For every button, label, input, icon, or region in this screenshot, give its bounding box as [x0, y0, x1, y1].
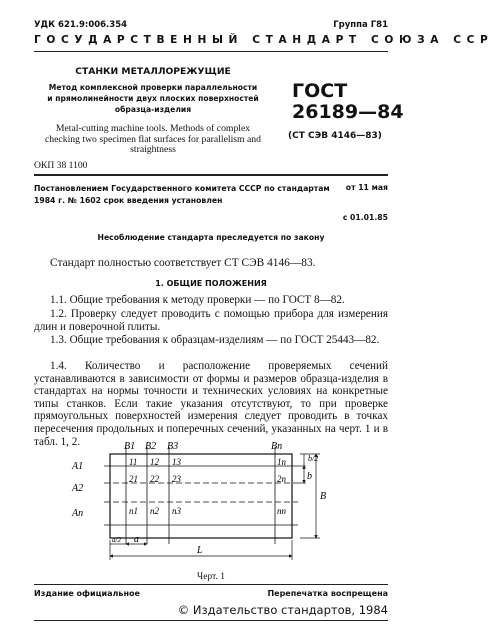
dimension-L: L — [197, 545, 203, 556]
col-label: B2 — [145, 441, 157, 452]
subtitle — [34, 82, 272, 115]
header-rule — [34, 51, 388, 52]
dimension-B: B — [320, 491, 327, 502]
cell-label: 23 — [172, 474, 181, 484]
subtitle-line: Метод комплексной проверки параллельности — [48, 83, 258, 92]
paragraph-1-3: 1.3. Общие требования к образцам-изделиям — по ГОСТ 25443—82. — [50, 334, 380, 346]
cell-label: 11 — [129, 457, 138, 467]
okp-code: ОКП 38 1100 — [34, 160, 88, 171]
english-title-line: checking two specimen flat surfaces for parallelism and — [44, 133, 261, 145]
gost-number: 26189—84 — [292, 101, 404, 123]
measurement-diagram — [0, 438, 419, 568]
english-title-line: straightness — [130, 144, 176, 156]
row-label: A2 — [72, 483, 84, 494]
standard-title: ГОСУДАРСТВЕННЫЙ СТАНДАРТ СОЮЗА ССР — [34, 34, 493, 46]
cell-label: 1n — [277, 457, 286, 467]
cell-label: 2n — [277, 474, 286, 484]
title-rule — [34, 174, 388, 176]
cell-label: n3 — [172, 506, 181, 516]
decree-date: от 11 мая — [345, 183, 388, 192]
effective-date: с 01.01.85 — [342, 213, 388, 222]
subtitle-line: и прямолинейности двух плоских поверхностей — [47, 94, 259, 103]
cell-label: n1 — [129, 506, 138, 516]
dimension-b2: b/2 — [308, 454, 319, 463]
copyright: © Издательство стандартов, 1984 — [177, 603, 388, 617]
cell-label: 12 — [150, 457, 159, 467]
decree-line: Постановлением Государственного комитета СССР по стандартам — [34, 184, 330, 193]
subtitle-line: образца-изделия — [114, 105, 192, 114]
cell-label: n2 — [150, 506, 159, 516]
cell-label: 13 — [172, 457, 181, 467]
section-title: 1. ОБЩИЕ ПОЛОЖЕНИЯ — [155, 279, 267, 288]
decree-line: 1984 г. № 1602 срок введения установлен — [34, 196, 223, 205]
st-sev-reference: (СТ СЭВ 4146—83) — [288, 131, 382, 141]
english-title-line: Metal-cutting machine tools. Methods of complex — [55, 123, 251, 134]
cell-label: nn — [277, 506, 286, 516]
row-label: An — [72, 508, 84, 519]
reprint-notice: Перепечатка воспрещена — [267, 589, 388, 598]
english-title — [34, 124, 272, 156]
col-label: B1 — [124, 441, 136, 452]
paragraph-1-1: 1.1. Общие требования к методу проверки — по ГОСТ 8—82. — [50, 294, 345, 306]
group-code: Группа Г81 — [333, 20, 388, 30]
intro-statement: Стандарт полностью соответствует СТ СЭВ 4146—83. — [50, 257, 316, 269]
figure-caption: Черт. 1 — [197, 572, 225, 582]
official-edition: Издание официальное — [34, 589, 140, 598]
dimension-a: a — [134, 534, 139, 545]
row-label: A1 — [72, 461, 84, 472]
main-title: СТАНКИ МЕТАЛЛОРЕЖУЩИЕ — [75, 66, 231, 77]
legal-warning: Несоблюдение стандарта преследуется по закону — [97, 233, 325, 242]
gost-label: ГОСТ — [292, 80, 348, 102]
col-label: B3 — [167, 441, 179, 452]
paragraph-1-2: 1.2. Проверку следует проводить с помощью прибора для измерения длин и поверочной плиты. — [34, 308, 388, 333]
udk-code: УДК 621.9:006.354 — [34, 20, 128, 30]
dimension-a2: a/2 — [112, 536, 121, 544]
cell-label: 22 — [150, 474, 159, 484]
dimension-b: b — [307, 471, 312, 482]
paragraph-1-4: 1.4. Количество и расположение проверяемых сечений устанавливаются в зависимости от формы и размеров образца-изделия в стандартах на нормы точности и технических условиях на конкретные типы станков. Если такие указания отсутствуют, то при проверке прямоугольных поверхностей измерения следует проводить в точках пересечения продольных и поперечных сечений, указанных на черт. 1 и в табл. 1, 2. — [34, 360, 388, 448]
col-label: Bn — [271, 441, 283, 452]
footer-rule — [34, 584, 388, 585]
bottom-rule — [34, 620, 388, 621]
decree-text — [34, 183, 330, 207]
cell-label: 21 — [129, 474, 138, 484]
